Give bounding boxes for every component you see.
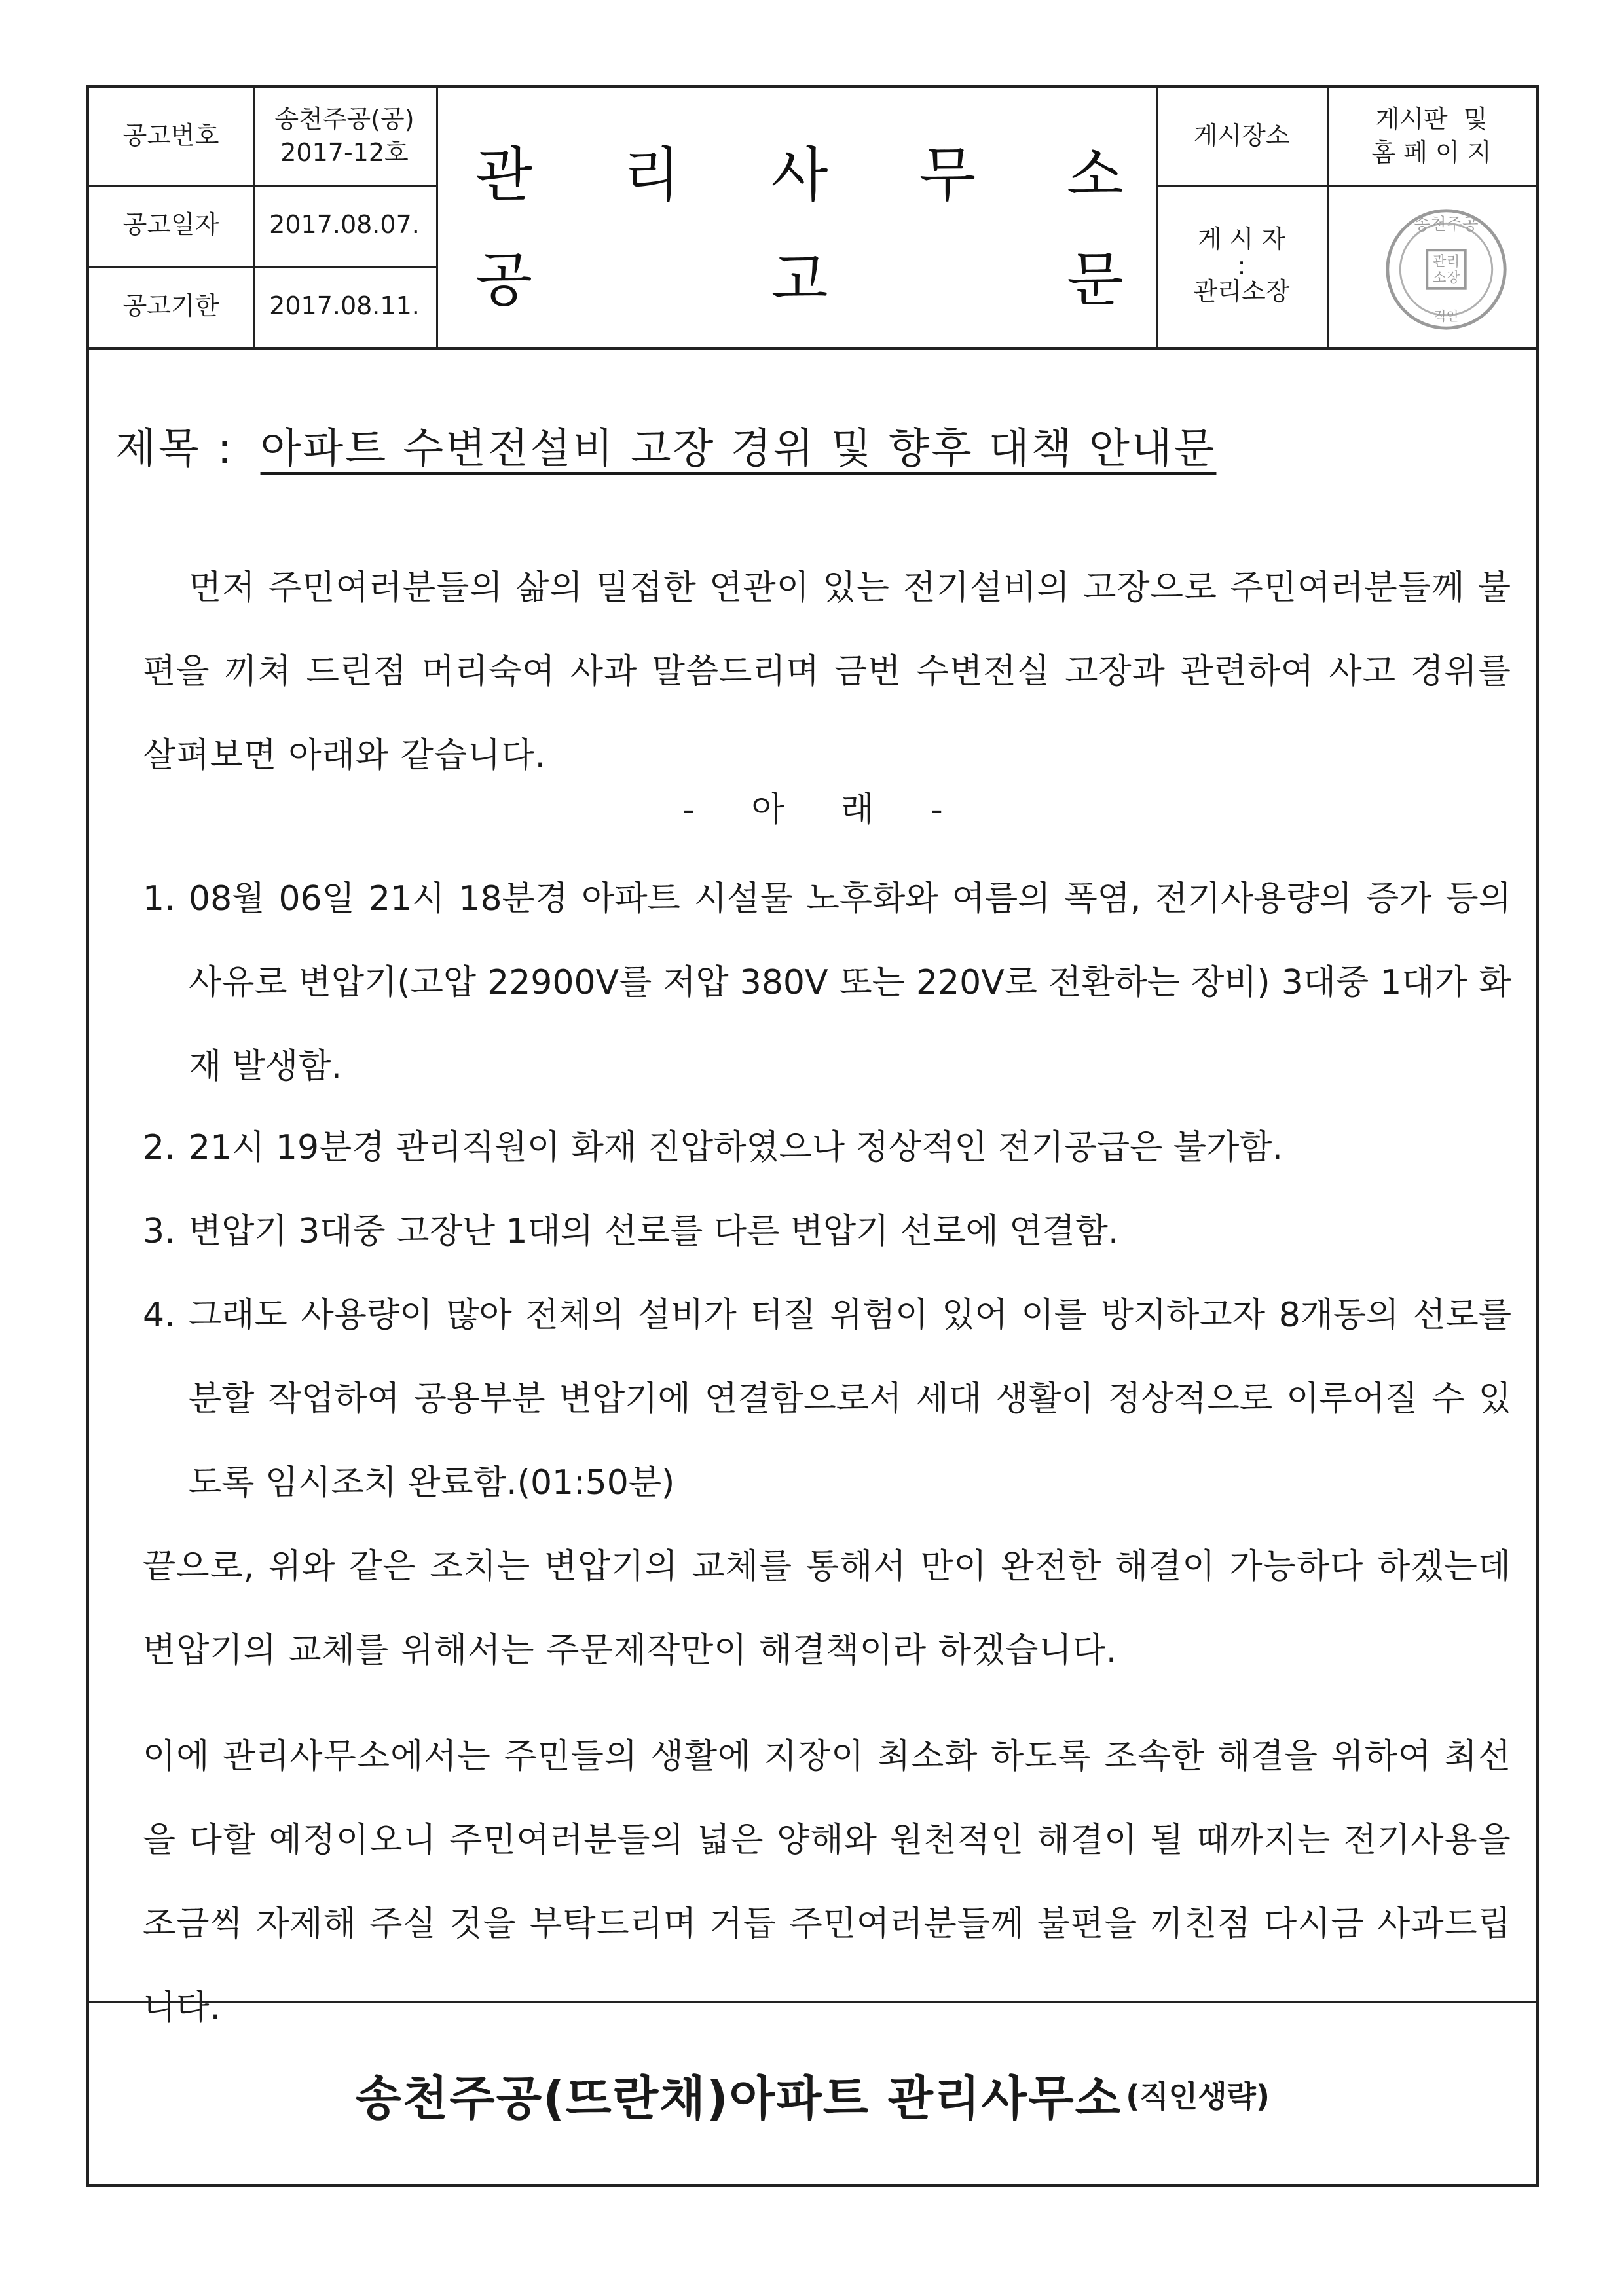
notice-no-line2: 2017-12호	[280, 138, 409, 167]
svg-text:송천주공: 송천주공	[1414, 214, 1479, 234]
seal-note: (직인생략)	[1126, 2079, 1270, 2114]
title-char: 고	[771, 246, 828, 314]
below-marker-text: - 아 래 -	[682, 790, 943, 829]
list-item	[143, 1273, 1511, 1525]
title-char: 공	[475, 246, 532, 314]
item-number: 1.	[143, 879, 175, 919]
item-text: 21시 19분경 관리직원이 화재 진압하였으나 정상적인 전기공급은 불가함.	[189, 1128, 1283, 1167]
item-text: 변압기 3대중 고장난 1대의 선로를 다른 변압기 선로에 연결함.	[189, 1212, 1119, 1251]
issuer-footer	[89, 2001, 1536, 2185]
item-number: 2.	[143, 1128, 175, 1167]
title-char: 리	[623, 141, 680, 210]
title-char: 사	[771, 141, 828, 210]
notice-subject	[115, 415, 1504, 475]
issuer-name: 송천주공(뜨란채)아파트 관리사무소	[356, 2071, 1122, 2126]
notice-no-value	[253, 88, 436, 185]
list-item	[143, 1106, 1511, 1190]
post-place-label: 게시장소	[1193, 121, 1290, 151]
item-number: 3.	[143, 1212, 175, 1251]
item-text: 그래도 사용량이 많아 전체의 설비가 터질 위험이 있어 이를 방지하고자 8개동의 선로를 분할 작업하여 공용부분 변압기에 연결함으로서 세대 생활이 정상적으로 이루어질 수 있도록 임시조치 완료함.(01:50분)	[189, 1296, 1511, 1503]
title-line-office	[475, 127, 1124, 212]
title-line-notice	[475, 232, 1124, 317]
svg-text:관리: 관리	[1432, 253, 1460, 270]
poster-colon: :	[1237, 251, 1246, 280]
intro-paragraph: 먼저 주민여러분들의 삶의 밀접한 연관이 있는 전기설비의 고장으로 주민여러분들께 불편을 끼쳐 드린점 머리숙여 사과 말씀드리며 금번 수변전실 고장과 관련하여 사고 경위를 살펴보면 아래와 같습니다.	[143, 568, 1511, 775]
title-char: 문	[1067, 246, 1124, 314]
notice-deadline-value: 2017.08.11.	[269, 291, 420, 321]
title-char: 소	[1067, 141, 1124, 210]
below-marker	[89, 782, 1536, 831]
item-text: 08월 06일 21시 18분경 아파트 시설물 노후화와 여름의 폭염, 전기사용량의 증가 등의 사유로 변압기(고압 22900V를 저압 380V 또는 220V로 전환하는 장비) 3대중 1대가 화재 발생함.	[189, 879, 1511, 1086]
notice-no-line1: 송천주공(공)	[274, 104, 415, 134]
notice-date-label: 공고일자	[122, 210, 219, 240]
notice-deadline-label: 공고기한	[122, 291, 219, 321]
item-number: 4.	[143, 1296, 175, 1335]
list-item	[143, 1190, 1511, 1273]
title-char: 관	[475, 141, 532, 210]
post-place-value	[1327, 88, 1536, 185]
official-seal-stamp	[1382, 206, 1510, 333]
notice-date-value: 2017.08.07.	[269, 210, 420, 240]
notice-no-label: 공고번호	[122, 121, 219, 151]
poster-cell	[1156, 185, 1327, 347]
poster-value: 관리소장	[1193, 277, 1290, 306]
subject-title: 아파트 수변전설비 고장 경위 및 향후 대책 안내문	[260, 425, 1217, 473]
subject-label: 제목 :	[115, 425, 234, 473]
closing-paragraph-1: 끝으로, 위와 같은 조치는 변압기의 교체를 통해서 만이 완전한 해결이 가능하다 하겠는데 변압기의 교체를 위해서는 주문제작만이 해결책이라 하겠습니다.	[143, 1547, 1511, 1670]
post-place-line2: 홈 페 이 지	[1371, 138, 1492, 167]
title-char: 무	[919, 141, 976, 210]
list-item	[143, 857, 1511, 1108]
header-table	[89, 88, 1536, 350]
poster-label: 게 시 자	[1197, 225, 1286, 254]
closing-paragraph-2: 이에 관리사무소에서는 주민들의 생활에 지장이 최소화 하도록 조속한 해결을 위하여 최선을 다할 예정이오니 주민여러분들의 넓은 양해와 원천적인 해결이 될 때까지는 전기사용을 조금씩 자제해 주실 것을 부탁드리며 거듭 주민여러분들께 불편을 끼친점 다시금 사과드립니다.	[143, 1737, 1511, 2028]
svg-text:직인: 직인	[1433, 308, 1459, 324]
post-place-line1: 게시판 및	[1375, 104, 1488, 134]
svg-text:소장: 소장	[1432, 270, 1460, 286]
notice-page	[86, 85, 1539, 2187]
